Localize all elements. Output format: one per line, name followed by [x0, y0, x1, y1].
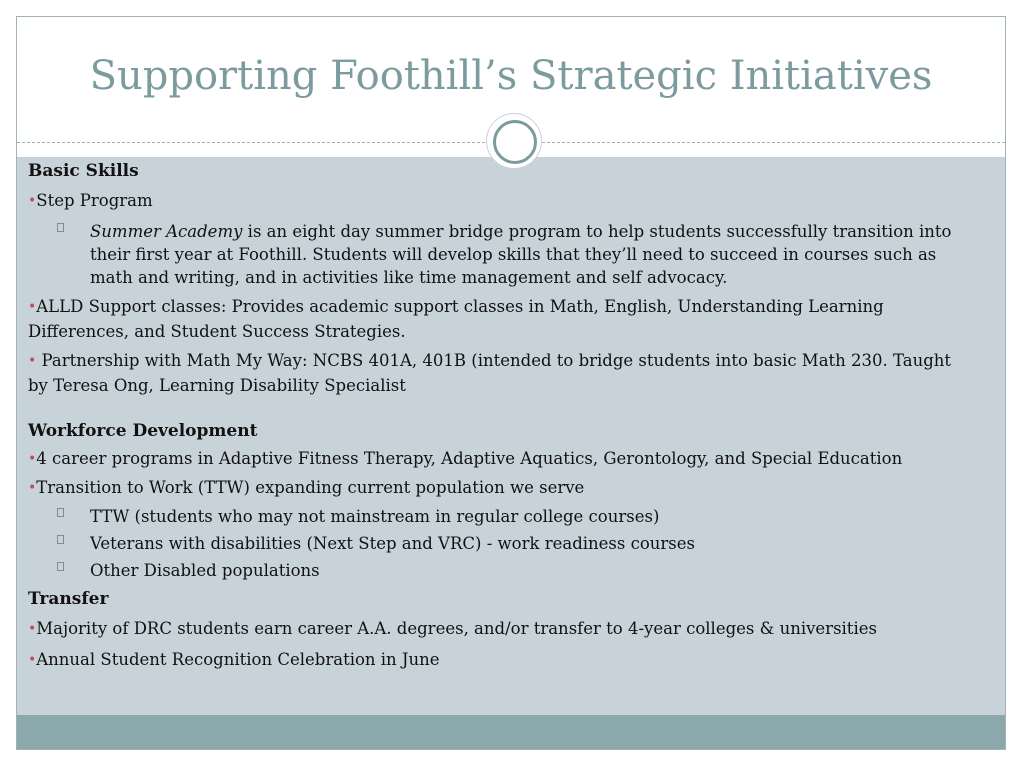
list-item-career-programs — [28, 447, 968, 472]
item-text: ALLD Support classes: Provides academic support classes in Math, English, Understanding Learning Differences, and Student Success Strategies. — [28, 297, 884, 341]
summer-academy-text: is an eight day summer bridge program to help students successfully transition into their first year at Foothill. Students will develop skills that they’ll need to succeed in courses such as math and writing, and in activities like time management and self advocacy. — [90, 222, 952, 287]
sub-item-text: TTW (students who may not mainstream in regular college courses) — [90, 507, 660, 526]
bullet-icon: • — [28, 193, 37, 209]
sub-bullet-icon — [57, 508, 64, 517]
heading-basic-skills: Basic Skills — [28, 161, 139, 181]
list-item-majority-drc — [28, 617, 968, 642]
heading-workforce: Workforce Development — [28, 421, 258, 441]
heading-transfer: Transfer — [28, 589, 109, 609]
sub-bullet-icon — [57, 223, 64, 232]
list-item-alld — [28, 295, 968, 343]
circle-ornament-icon — [486, 113, 542, 169]
bullet-icon: • — [28, 299, 37, 315]
list-item-ttw — [28, 476, 968, 501]
footer-bar — [17, 715, 1005, 749]
sub-item-ttw-students — [28, 505, 968, 528]
summer-academy-name: Summer Academy — [90, 222, 243, 241]
list-item-recognition — [28, 648, 968, 673]
circle-ring-icon — [493, 120, 537, 164]
item-text: Transition to Work (TTW) expanding current population we serve — [36, 478, 585, 497]
item-text: 4 career programs in Adaptive Fitness Therapy, Adaptive Aquatics, Gerontology, and Special Education — [36, 449, 903, 468]
item-text: Partnership with Math My Way: NCBS 401A, 401B (intended to bridge students into basic Math 230. Taught by Teresa Ong, Learning Disability Specialist — [28, 351, 952, 395]
sub-bullet-icon — [57, 562, 64, 571]
sub-bullet-icon — [57, 535, 64, 544]
slide-title: Supporting Foothill’s Strategic Initiatives — [89, 53, 933, 99]
slide-body — [28, 160, 968, 673]
bullet-icon: • — [28, 621, 37, 637]
list-item-summer-academy — [28, 220, 968, 289]
bullet-icon: • — [28, 451, 37, 467]
sub-item-other-populations — [28, 559, 968, 582]
list-item-step-program — [28, 189, 968, 214]
item-text: Annual Student Recognition Celebration in June — [36, 650, 440, 669]
item-text: Step Program — [36, 191, 153, 210]
bullet-icon: • — [28, 480, 37, 496]
item-text: Majority of DRC students earn career A.A. degrees, and/or transfer to 4-year colleges & universities — [36, 619, 877, 638]
list-item-partnership — [28, 349, 968, 397]
bullet-icon: • — [28, 353, 37, 369]
sub-item-text: Other Disabled populations — [90, 561, 320, 580]
sub-item-veterans — [28, 532, 968, 555]
sub-item-text: Veterans with disabilities (Next Step and VRC) - work readiness courses — [90, 534, 695, 553]
bullet-icon: • — [28, 652, 37, 668]
